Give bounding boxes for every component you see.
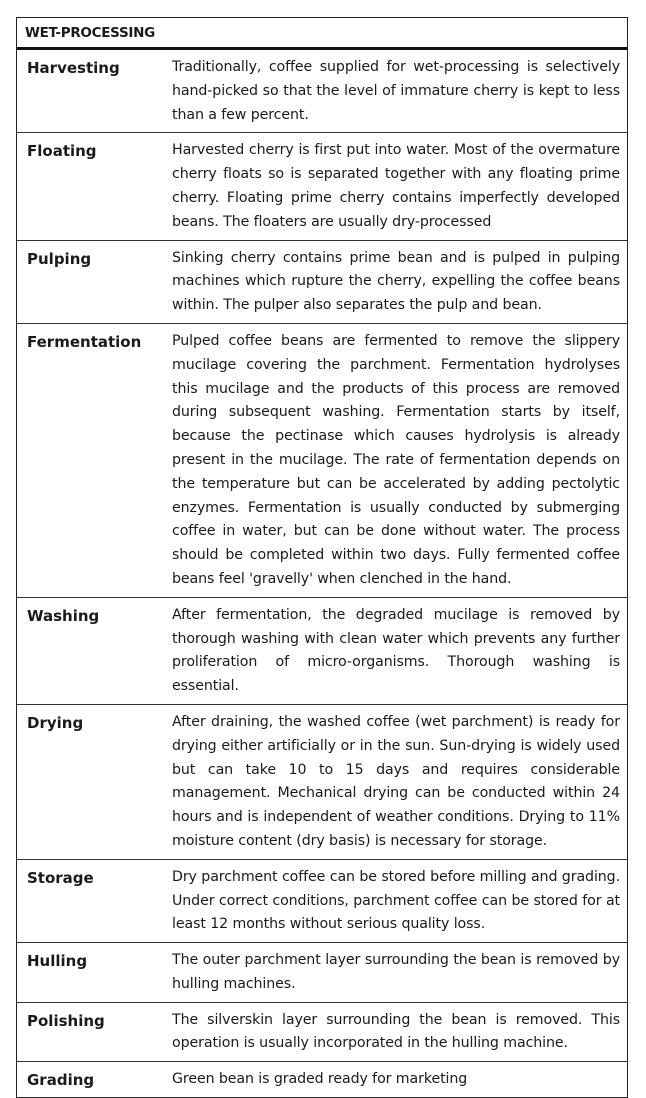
process-step-term: Floating	[27, 142, 97, 161]
process-step-description: The silverskin layer surrounding the bean is removed. This operation is usually incorporated in the hulling machine.	[172, 1011, 620, 1052]
table-row	[17, 860, 627, 943]
process-step-term: Hulling	[27, 952, 88, 971]
wet-processing-table	[16, 17, 628, 1098]
process-step-description: Pulped coffee beans are fermented to remove the slippery mucilage covering the parchment. Fermentation hydrolyses this mucilage and the products of this process are removed during subsequent washing. Fermentation starts by itself, because the pectinase which causes hydrolysis is already present in the mucilage. The rate of fermentation depends on the temperature but can be accelerated by adding pectolytic enzymes. Fermentation is usually conducted by submerging coffee in water, but can be done without water. The process should be completed within two days. Fully fermented coffee beans feel 'gravelly' when clenched in the hand.	[172, 332, 620, 587]
process-step-description: Harvested cherry is first put into water. Most of the overmature cherry floats so is separated together with any floating prime cherry. Floating prime cherry contains imperfectly developed beans. The floaters are usually dry-processed	[172, 142, 620, 230]
table-row	[17, 1003, 627, 1063]
process-step-description: The outer parchment layer surrounding the bean is removed by hulling machines.	[172, 952, 620, 992]
process-step-term: Storage	[27, 868, 94, 887]
table-row	[17, 50, 627, 133]
table-row	[17, 133, 627, 240]
process-step-description: Green bean is graded ready for marketing	[172, 1071, 468, 1088]
process-step-description: After fermentation, the degraded mucilage is removed by thorough washing with clean water which prevents any further proliferation of micro-organisms. Thorough washing is essential.	[172, 606, 620, 695]
table-row	[17, 705, 627, 860]
table-title: WET-PROCESSING	[17, 18, 627, 50]
table-row	[17, 1062, 627, 1098]
table-row	[17, 241, 627, 324]
process-step-term: Washing	[27, 606, 100, 625]
process-step-term: Grading	[27, 1071, 95, 1090]
table-row	[17, 943, 627, 1003]
process-step-term: Fermentation	[27, 332, 142, 351]
process-step-description: After draining, the washed coffee (wet parchment) is ready for drying either artificially or in the sun. Sun-drying is widely used but can take 10 to 15 days and requires considerable management. Mechanical drying can be conducted within 24 hours and is independent of weather conditions. Drying to 11% moisture content (dry basis) is necessary for storage.	[172, 713, 620, 849]
process-step-description: Sinking cherry contains prime bean and is pulped in pulping machines which rupture the cherry, expelling the coffee beans within. The pulper also separates the pulp and bean.	[172, 249, 620, 314]
process-step-term: Pulping	[27, 249, 92, 268]
table-body	[17, 50, 627, 1098]
table-row	[17, 324, 627, 598]
process-step-description: Traditionally, coffee supplied for wet-processing is selectively hand-picked so that the level of immature cherry is kept to less than a few percent.	[172, 59, 620, 123]
table-row	[17, 598, 627, 705]
process-step-description: Dry parchment coffee can be stored before milling and grading. Under correct conditions, parchment coffee can be stored for at least 12 months without serious quality loss.	[172, 868, 620, 933]
process-step-term: Polishing	[27, 1011, 105, 1030]
process-step-term: Drying	[27, 713, 84, 732]
process-step-term: Harvesting	[27, 59, 120, 77]
